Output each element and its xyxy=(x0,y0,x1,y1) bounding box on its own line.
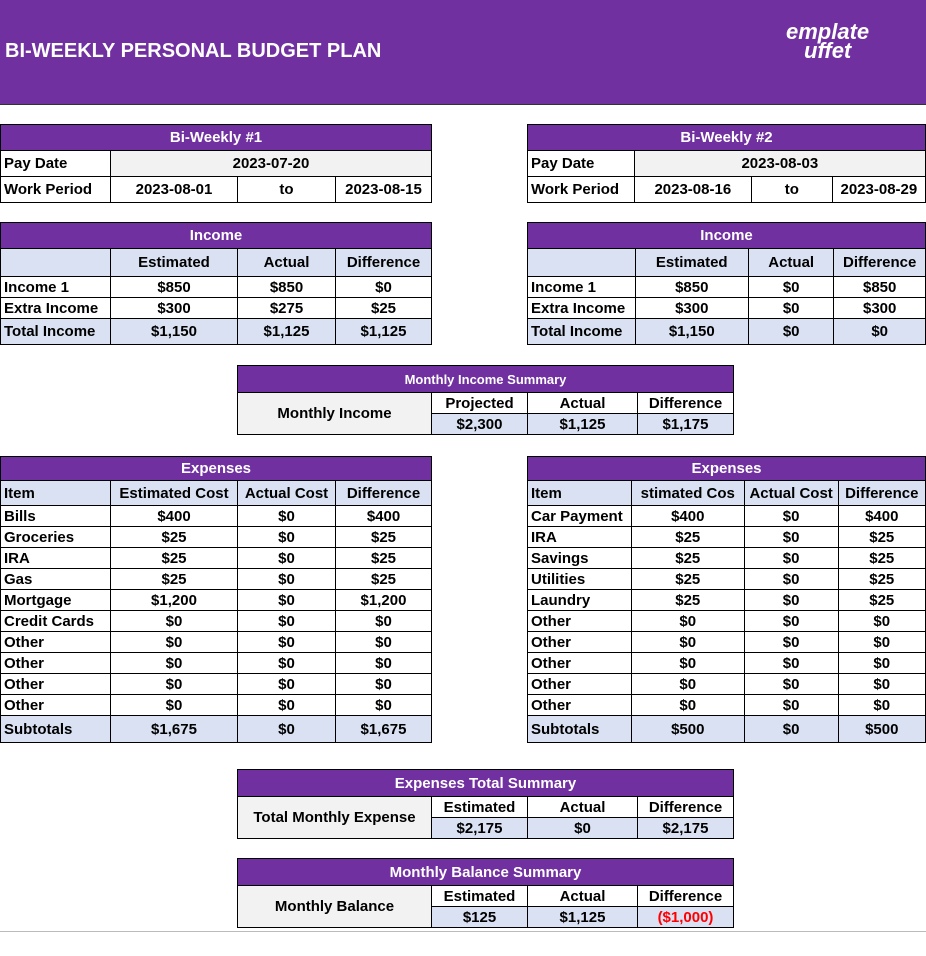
expense-cell[interactable]: $0 xyxy=(111,653,238,674)
income-cell[interactable]: $0 xyxy=(749,298,834,319)
table-row xyxy=(528,632,926,653)
expense-cell[interactable]: $0 xyxy=(744,527,838,548)
summary-label[interactable]: Monthly Balance xyxy=(238,886,432,928)
table-row xyxy=(528,674,926,695)
summary-title[interactable]: Expenses Total Summary xyxy=(238,770,734,797)
summary-table xyxy=(237,365,734,435)
income-table xyxy=(527,222,926,345)
expenses-title[interactable]: Expenses xyxy=(528,457,926,481)
summary-label[interactable]: Total Monthly Expense xyxy=(238,797,432,839)
expense-cell[interactable]: $0 xyxy=(744,632,838,653)
pay-date-label[interactable]: Pay Date xyxy=(1,151,111,177)
income-total[interactable]: $0 xyxy=(834,319,926,345)
expense-cell[interactable]: $400 xyxy=(111,506,238,527)
expense-cell[interactable]: IRA xyxy=(528,527,632,548)
expense-cell[interactable]: $0 xyxy=(744,506,838,527)
to-label[interactable]: to xyxy=(238,177,336,203)
income-total[interactable]: $1,125 xyxy=(336,319,432,345)
column-header[interactable]: Difference xyxy=(638,393,734,414)
expense-cell[interactable]: Laundry xyxy=(528,590,632,611)
table-row xyxy=(1,674,432,695)
income-total[interactable]: $1,125 xyxy=(238,319,336,345)
expense-cell[interactable]: $25 xyxy=(111,527,238,548)
expense-cell[interactable]: $0 xyxy=(631,674,744,695)
expense-cell[interactable]: $0 xyxy=(744,653,838,674)
work-period-label[interactable]: Work Period xyxy=(1,177,111,203)
expense-cell[interactable]: $25 xyxy=(631,590,744,611)
summary-value[interactable]: $125 xyxy=(432,907,528,928)
pay-date-value[interactable]: 2023-08-03 xyxy=(634,151,925,177)
column-header[interactable]: Estimated xyxy=(111,249,238,277)
income-cell[interactable]: Extra Income xyxy=(528,298,636,319)
column-header[interactable]: Actual xyxy=(238,249,336,277)
table-row xyxy=(1,319,432,345)
expense-cell[interactable]: $25 xyxy=(111,548,238,569)
expense-subtotal[interactable]: $1,675 xyxy=(336,716,432,743)
expense-subtotal[interactable]: $1,675 xyxy=(111,716,238,743)
column-header[interactable]: Projected xyxy=(432,393,528,414)
table-row xyxy=(1,527,432,548)
table-row xyxy=(528,527,926,548)
expense-cell[interactable]: $0 xyxy=(238,590,336,611)
table-row xyxy=(1,716,432,743)
work-start[interactable]: 2023-08-01 xyxy=(111,177,238,203)
income-cell[interactable]: Extra Income xyxy=(1,298,111,319)
table-row xyxy=(528,151,926,177)
column-header[interactable]: Difference xyxy=(336,481,432,506)
expense-cell[interactable]: $0 xyxy=(838,611,925,632)
income-cell[interactable]: $850 xyxy=(834,277,926,298)
income-table xyxy=(0,222,432,345)
expense-cell[interactable]: $0 xyxy=(238,569,336,590)
expense-cell[interactable]: Car Payment xyxy=(528,506,632,527)
column-header[interactable]: Difference xyxy=(638,886,734,907)
income-cell[interactable]: $850 xyxy=(635,277,748,298)
expense-cell[interactable]: $0 xyxy=(631,632,744,653)
expense-cell[interactable]: $400 xyxy=(336,506,432,527)
work-end[interactable]: 2023-08-15 xyxy=(336,177,432,203)
table-row xyxy=(1,695,432,716)
expense-cell[interactable]: $0 xyxy=(111,611,238,632)
work-end[interactable]: 2023-08-29 xyxy=(832,177,925,203)
table-row xyxy=(1,590,432,611)
expense-cell[interactable]: Mortgage xyxy=(1,590,111,611)
table-row xyxy=(528,277,926,298)
divider xyxy=(0,931,926,932)
income-cell[interactable]: $0 xyxy=(336,277,432,298)
table-row xyxy=(1,569,432,590)
expense-cell[interactable]: $0 xyxy=(744,590,838,611)
income-cell[interactable]: $300 xyxy=(635,298,748,319)
expenses-table xyxy=(0,456,432,743)
table-row xyxy=(528,223,926,249)
expense-cell[interactable]: $0 xyxy=(838,674,925,695)
table-row xyxy=(1,249,432,277)
expense-cell[interactable]: $25 xyxy=(838,527,925,548)
table-row xyxy=(528,457,926,481)
expense-cell[interactable]: $0 xyxy=(111,674,238,695)
column-header[interactable]: Item xyxy=(528,481,632,506)
table-row xyxy=(1,177,432,203)
summary-title[interactable]: Monthly Balance Summary xyxy=(238,859,734,886)
expense-cell[interactable]: $25 xyxy=(336,527,432,548)
expense-subtotal[interactable]: $0 xyxy=(744,716,838,743)
work-period-label[interactable]: Work Period xyxy=(528,177,635,203)
logo-line-1: emplate xyxy=(786,19,870,44)
expense-cell[interactable]: $0 xyxy=(838,653,925,674)
expenses-table xyxy=(527,456,926,743)
expense-cell[interactable]: $25 xyxy=(631,548,744,569)
expense-cell[interactable]: $0 xyxy=(631,611,744,632)
table-row xyxy=(528,249,926,277)
column-header[interactable]: Difference xyxy=(336,249,432,277)
period-title-row xyxy=(1,125,432,151)
expense-subtotal[interactable]: Subtotals xyxy=(1,716,111,743)
expense-cell[interactable]: $1,200 xyxy=(336,590,432,611)
expense-subtotal[interactable]: Subtotals xyxy=(528,716,632,743)
table-row xyxy=(528,590,926,611)
income-total[interactable]: $0 xyxy=(749,319,834,345)
period-table xyxy=(527,124,926,203)
expense-cell[interactable]: Credit Cards xyxy=(1,611,111,632)
expense-cell[interactable]: $0 xyxy=(631,695,744,716)
expense-cell[interactable]: Other xyxy=(528,653,632,674)
table-row xyxy=(1,223,432,249)
expense-cell[interactable]: $0 xyxy=(111,695,238,716)
income-total[interactable]: Total Income xyxy=(528,319,636,345)
expense-cell[interactable]: IRA xyxy=(1,548,111,569)
expense-cell[interactable]: Bills xyxy=(1,506,111,527)
table-row xyxy=(528,177,926,203)
table-row xyxy=(1,632,432,653)
table-row xyxy=(238,393,734,414)
summary-table xyxy=(237,858,734,928)
expense-cell[interactable]: $0 xyxy=(336,695,432,716)
table-row xyxy=(238,366,734,393)
table-row xyxy=(1,548,432,569)
table-row xyxy=(528,319,926,345)
summary-table xyxy=(237,769,734,839)
expense-subtotal[interactable]: $500 xyxy=(838,716,925,743)
pay-date-label[interactable]: Pay Date xyxy=(528,151,635,177)
column-header[interactable]: Actual xyxy=(528,797,638,818)
expense-cell[interactable]: $0 xyxy=(238,506,336,527)
expense-cell[interactable]: Other xyxy=(1,632,111,653)
column-header[interactable]: Actual Cost xyxy=(744,481,838,506)
expense-cell[interactable]: $0 xyxy=(336,611,432,632)
expense-subtotal[interactable]: $0 xyxy=(238,716,336,743)
summary-value[interactable]: $1,175 xyxy=(638,414,734,435)
summary-value[interactable]: $0 xyxy=(528,818,638,839)
expense-cell[interactable]: $0 xyxy=(744,569,838,590)
income-cell[interactable]: $275 xyxy=(238,298,336,319)
template-buffet-logo xyxy=(786,19,870,63)
expense-cell[interactable]: $25 xyxy=(631,569,744,590)
period-title-row xyxy=(528,125,926,151)
summary-value[interactable]: $1,125 xyxy=(528,414,638,435)
table-row xyxy=(1,653,432,674)
column-header[interactable]: Actual xyxy=(749,249,834,277)
to-label[interactable]: to xyxy=(751,177,832,203)
expense-cell[interactable]: $0 xyxy=(238,653,336,674)
expense-cell[interactable]: $25 xyxy=(336,548,432,569)
expense-cell[interactable]: $25 xyxy=(838,548,925,569)
expense-cell[interactable]: $25 xyxy=(111,569,238,590)
pay-date-value[interactable]: 2023-07-20 xyxy=(111,151,432,177)
expense-cell[interactable]: Utilities xyxy=(528,569,632,590)
table-row xyxy=(1,457,432,481)
income-cell[interactable]: $25 xyxy=(336,298,432,319)
column-header[interactable]: stimated Cos xyxy=(631,481,744,506)
expense-cell[interactable]: Other xyxy=(1,695,111,716)
summary-value[interactable]: $2,300 xyxy=(432,414,528,435)
expense-cell[interactable]: Other xyxy=(1,653,111,674)
page-title: BI-WEEKLY PERSONAL BUDGET PLAN xyxy=(5,40,382,62)
expense-cell[interactable]: Other xyxy=(528,695,632,716)
logo-line-2: uffet xyxy=(804,38,852,63)
column-header[interactable]: Difference xyxy=(834,249,926,277)
expense-cell[interactable]: Savings xyxy=(528,548,632,569)
summary-label[interactable]: Monthly Income xyxy=(238,393,432,435)
table-row xyxy=(238,797,734,818)
expense-cell[interactable]: $0 xyxy=(744,695,838,716)
table-row xyxy=(528,548,926,569)
blank[interactable] xyxy=(1,249,111,277)
table-row xyxy=(238,859,734,886)
expense-cell[interactable]: $0 xyxy=(238,527,336,548)
expense-cell[interactable]: $0 xyxy=(238,611,336,632)
summary-value[interactable]: ($1,000) xyxy=(638,907,734,928)
column-header[interactable]: Actual Cost xyxy=(238,481,336,506)
expense-cell[interactable]: $25 xyxy=(631,527,744,548)
income-cell[interactable]: $0 xyxy=(749,277,834,298)
expense-cell[interactable]: Other xyxy=(528,611,632,632)
period-title[interactable]: Bi-Weekly #2 xyxy=(528,125,926,151)
column-header[interactable]: Estimated Cost xyxy=(111,481,238,506)
income-cell[interactable]: $300 xyxy=(111,298,238,319)
header-banner xyxy=(0,0,926,105)
table-row xyxy=(528,298,926,319)
income-cell[interactable]: Income 1 xyxy=(1,277,111,298)
expense-cell[interactable]: Groceries xyxy=(1,527,111,548)
income-title[interactable]: Income xyxy=(528,223,926,249)
column-header[interactable]: Estimated xyxy=(432,886,528,907)
expense-cell[interactable]: $400 xyxy=(631,506,744,527)
table-row xyxy=(1,277,432,298)
table-row xyxy=(528,506,926,527)
income-total[interactable]: $1,150 xyxy=(111,319,238,345)
period-table xyxy=(0,124,432,203)
expense-cell[interactable]: Other xyxy=(1,674,111,695)
work-start[interactable]: 2023-08-16 xyxy=(634,177,751,203)
table-row xyxy=(1,506,432,527)
income-cell[interactable]: $300 xyxy=(834,298,926,319)
expense-cell[interactable]: $0 xyxy=(238,548,336,569)
table-row xyxy=(238,886,734,907)
income-cell[interactable]: $850 xyxy=(238,277,336,298)
summary-title[interactable]: Monthly Income Summary xyxy=(238,366,734,393)
expense-cell[interactable]: $0 xyxy=(336,653,432,674)
table-row xyxy=(528,611,926,632)
income-total[interactable]: Total Income xyxy=(1,319,111,345)
table-row xyxy=(1,298,432,319)
income-cell[interactable]: $850 xyxy=(111,277,238,298)
table-row xyxy=(528,569,926,590)
expense-cell[interactable]: $0 xyxy=(238,674,336,695)
expenses-title[interactable]: Expenses xyxy=(1,457,432,481)
table-row xyxy=(238,770,734,797)
income-total[interactable]: $1,150 xyxy=(635,319,748,345)
table-row xyxy=(528,481,926,506)
expense-cell[interactable]: $0 xyxy=(744,611,838,632)
column-header[interactable]: Actual xyxy=(528,886,638,907)
expense-cell[interactable]: $0 xyxy=(744,548,838,569)
expense-cell[interactable]: Gas xyxy=(1,569,111,590)
expense-subtotal[interactable]: $500 xyxy=(631,716,744,743)
table-row xyxy=(528,695,926,716)
table-row xyxy=(1,481,432,506)
column-header[interactable]: Difference xyxy=(638,797,734,818)
expense-cell[interactable]: Other xyxy=(528,632,632,653)
expense-cell[interactable]: $25 xyxy=(838,569,925,590)
table-row xyxy=(1,611,432,632)
column-header[interactable]: Difference xyxy=(838,481,925,506)
expense-cell[interactable]: $0 xyxy=(111,632,238,653)
expense-cell[interactable]: $0 xyxy=(336,632,432,653)
period-title[interactable]: Bi-Weekly #1 xyxy=(1,125,432,151)
income-title[interactable]: Income xyxy=(1,223,432,249)
expense-cell[interactable]: $1,200 xyxy=(111,590,238,611)
table-row xyxy=(1,151,432,177)
column-header[interactable]: Estimated xyxy=(432,797,528,818)
summary-value[interactable]: $1,125 xyxy=(528,907,638,928)
summary-value[interactable]: $2,175 xyxy=(432,818,528,839)
table-row xyxy=(528,716,926,743)
column-header[interactable]: Item xyxy=(1,481,111,506)
expense-cell[interactable]: $25 xyxy=(336,569,432,590)
expense-cell[interactable]: $0 xyxy=(238,695,336,716)
blank[interactable] xyxy=(528,249,636,277)
column-header[interactable]: Estimated xyxy=(635,249,748,277)
expense-cell[interactable]: $0 xyxy=(238,632,336,653)
expense-cell[interactable]: $25 xyxy=(838,590,925,611)
summary-value[interactable]: $2,175 xyxy=(638,818,734,839)
expense-cell[interactable]: $0 xyxy=(838,695,925,716)
column-header[interactable]: Actual xyxy=(528,393,638,414)
income-cell[interactable]: Income 1 xyxy=(528,277,636,298)
expense-cell[interactable]: $0 xyxy=(631,653,744,674)
expense-cell[interactable]: Other xyxy=(528,674,632,695)
expense-cell[interactable]: $0 xyxy=(336,674,432,695)
table-row xyxy=(528,653,926,674)
expense-cell[interactable]: $0 xyxy=(838,632,925,653)
expense-cell[interactable]: $0 xyxy=(744,674,838,695)
expense-cell[interactable]: $400 xyxy=(838,506,925,527)
